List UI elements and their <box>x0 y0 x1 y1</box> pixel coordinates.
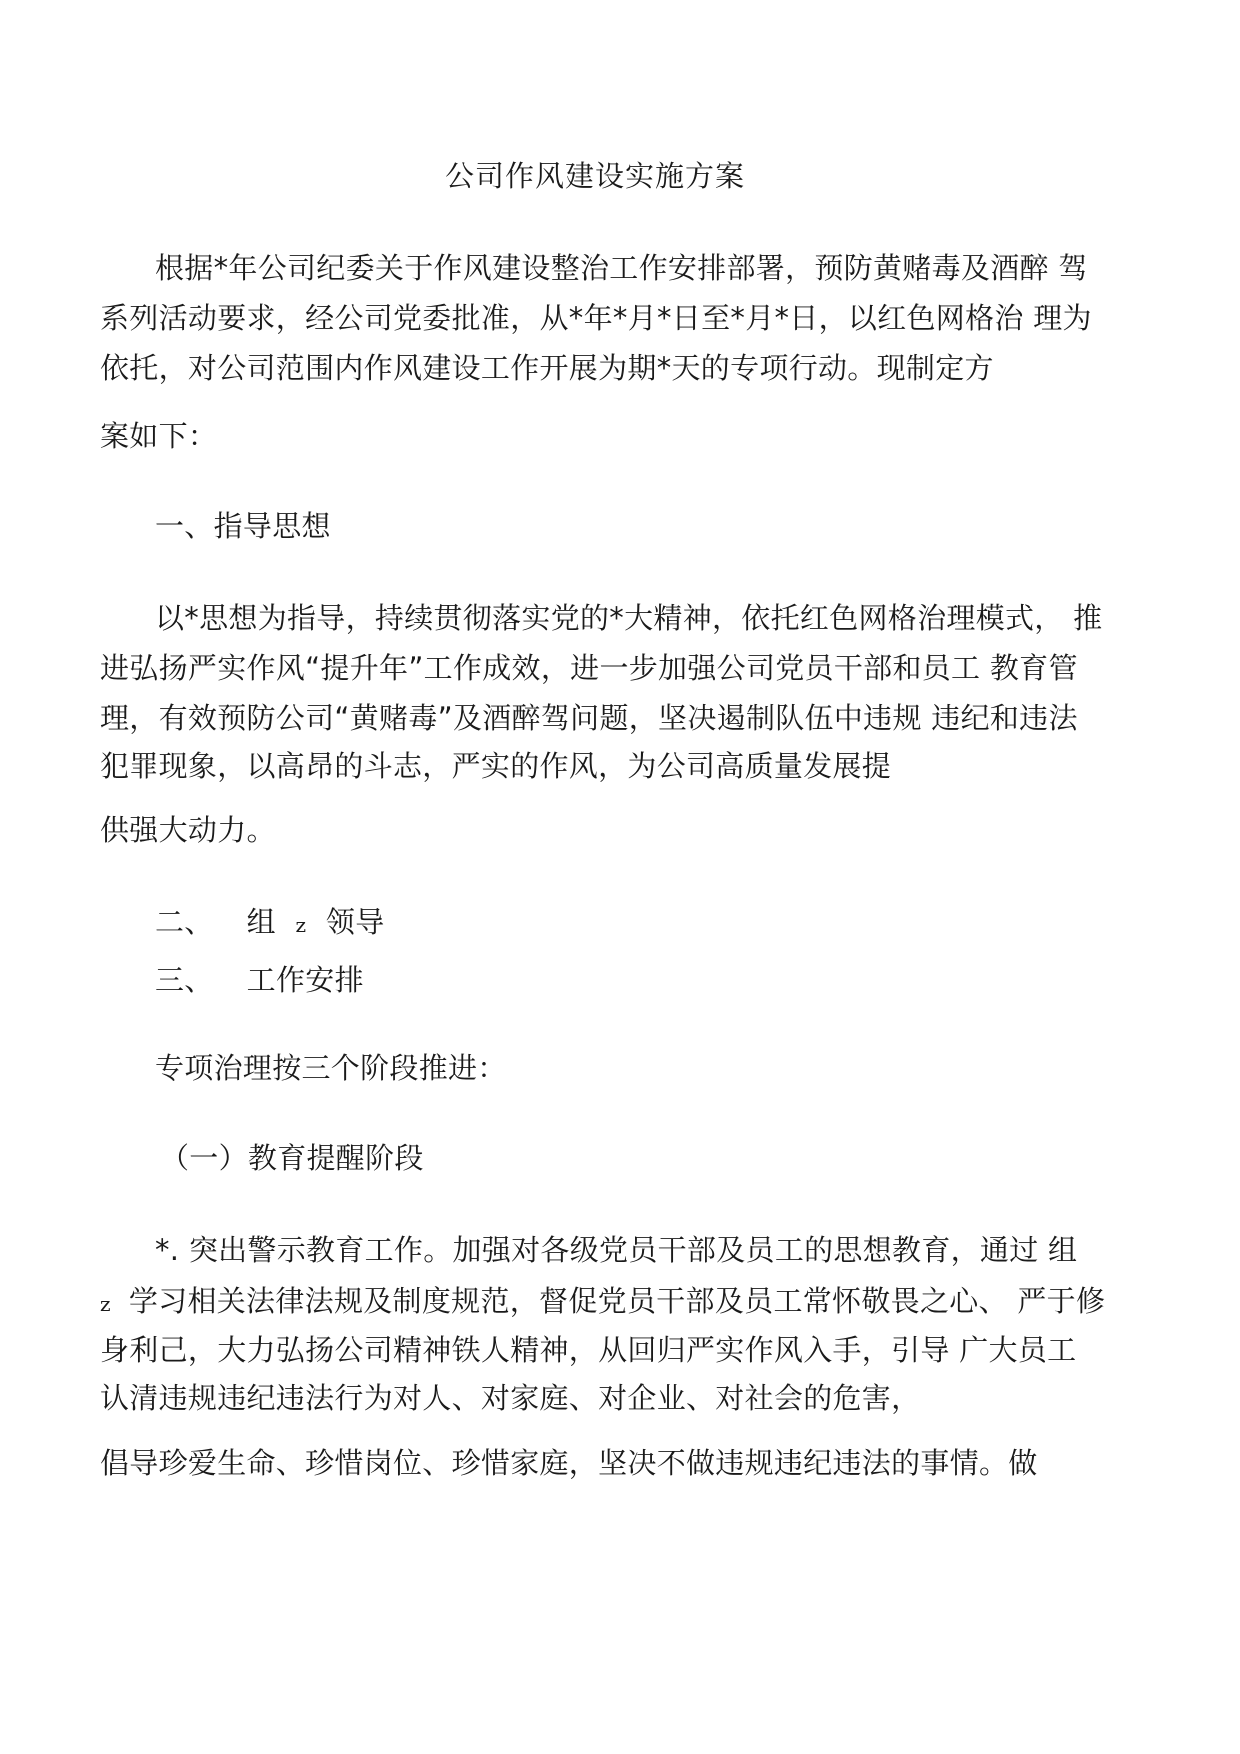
section-1-line-5: 供强大动力。 <box>100 813 276 847</box>
section-2-heading <box>155 904 385 943</box>
section-2-text-b: 领导 <box>325 905 385 939</box>
section-3-number: 三、 <box>155 963 214 997</box>
section-3-heading <box>155 962 364 998</box>
phase-1-line-3: 身利己，大力弘扬公司精神铁人精神，从回归严实作风入手，引导 广大员工 <box>100 1333 1077 1367</box>
section-2-text-a: 组 <box>246 905 276 939</box>
intro-line-3: 依托，对公司范围内作风建设工作开展为期*天的专项行动。现制定方 <box>100 351 994 385</box>
phase-1-line-4: 认清违规违纪违法行为对人、对家庭、对企业、对社会的危害， <box>100 1381 921 1415</box>
section-1-line-2: 进弘扬严实作风“提升年”工作成效，进一步加强公司党员干部和员工 教育管 <box>100 651 1078 685</box>
phase-1-line-2-text: 学习相关法律法规及制度规范，督促党员干部及员工常怀敬畏之心、 严于修 <box>128 1284 1106 1318</box>
document-title: 公司作风建设实施方案 <box>445 159 746 193</box>
phase-1-line-1: *. 突出警示教育工作。加强对各级党员干部及员工的思想教育，通过 组 <box>155 1233 1078 1267</box>
intro-line-1: 根据*年公司纪委关于作风建设整治工作安排部署，预防黄赌毒及酒醉 驾 <box>155 251 1088 285</box>
section-1-line-3: 理，有效预防公司“黄赌毒”及酒醉驾问题，坚决遏制队伍中违规 违纪和违法 <box>100 701 1078 735</box>
phase-1-heading: （一）教育提醒阶段 <box>160 1141 424 1175</box>
section-2-text-z: z <box>295 913 307 937</box>
section-3-intro: 专项治理按三个阶段推进： <box>155 1051 507 1085</box>
intro-line-2: 系列活动要求，经公司党委批准，从*年*月*日至*月*日，以红色网格治 理为 <box>100 301 1092 335</box>
phase-1-line-2-z: z <box>100 1292 111 1316</box>
section-3-text: 工作安排 <box>246 963 364 997</box>
intro-line-4: 案如下： <box>100 419 218 453</box>
section-2-number: 二、 <box>155 905 214 939</box>
section-1-line-4: 犯罪现象，以高昂的斗志，严实的作风，为公司高质量发展提 <box>100 749 892 783</box>
phase-1-line-2 <box>100 1283 1105 1322</box>
section-1-heading: 一、指导思想 <box>155 509 331 543</box>
phase-1-line-5: 倡导珍爱生命、珍惜岗位、珍惜家庭，坚决不做违规违纪违法的事情。做 <box>100 1446 1038 1480</box>
section-1-line-1: 以*思想为指导，持续贯彻落实党的*大精神，依托红色网格治理模式， 推 <box>155 601 1103 635</box>
